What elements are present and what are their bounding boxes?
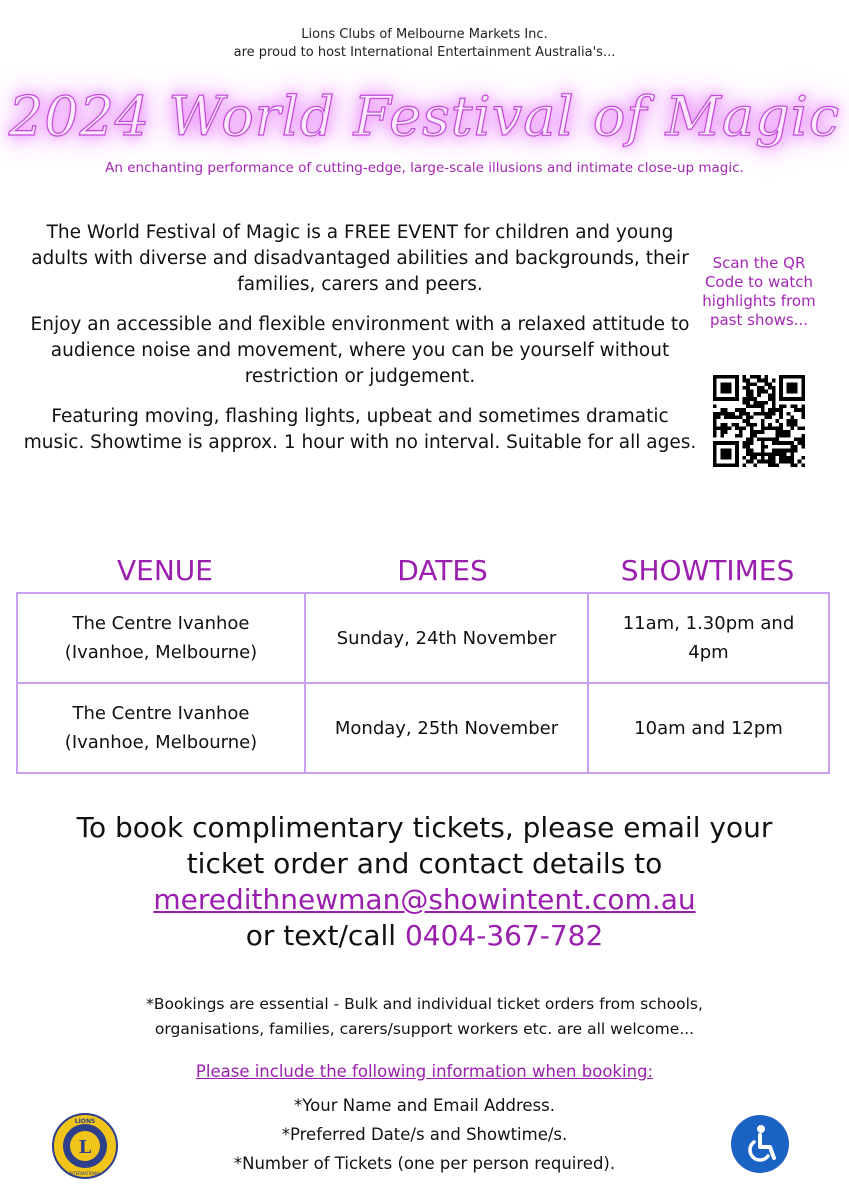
table-row xyxy=(17,683,829,773)
table-row xyxy=(17,593,829,683)
booking-notes xyxy=(0,992,849,1042)
showtimes-cell xyxy=(588,593,829,683)
booking-line-1: To book complimentary tickets, please email your xyxy=(76,811,773,844)
dates-header: DATES xyxy=(397,554,488,587)
host-line-2: are proud to host International Entertainment Australia's... xyxy=(233,45,616,60)
booking-line-2: ticket order and contact details to xyxy=(186,847,663,880)
venue-line-1: The Centre Ivanhoe xyxy=(72,613,250,634)
booking-instructions xyxy=(0,810,849,954)
date-cell: Monday, 25th November xyxy=(305,683,588,773)
requirement-item: *Number of Tickets (one per person required). xyxy=(233,1154,616,1173)
date-cell: Sunday, 24th November xyxy=(305,593,588,683)
intro-paragraph-2: Enjoy an accessible and flexible environment with a relaxed attitude to audience noise and movement, where you can be yourself without restriction or judgement. xyxy=(30,314,690,387)
venue-line-2: (Ivanhoe, Melbourne) xyxy=(64,732,258,753)
venue-cell xyxy=(17,593,305,683)
showtimes-line-1: 11am, 1.30pm and xyxy=(622,613,795,634)
wheelchair-accessibility-icon xyxy=(730,1114,790,1174)
venue-cell xyxy=(17,683,305,773)
venue-line-2: (Ivanhoe, Melbourne) xyxy=(64,642,258,663)
qr-code-icon[interactable] xyxy=(713,375,805,467)
event-title: 2024 World Festival of Magic xyxy=(8,85,841,148)
schedule-headers xyxy=(0,554,849,594)
notes-line-1: *Bookings are essential - Bulk and individual ticket orders from schools, xyxy=(146,995,703,1013)
showtimes-line-2: 4pm xyxy=(688,642,729,663)
requirements-list xyxy=(0,1091,849,1178)
showtimes-header: SHOWTIMES xyxy=(620,554,795,587)
showtimes-cell: 10am and 12pm xyxy=(588,683,829,773)
lions-bottom-text: INTERNATIONAL xyxy=(68,1171,102,1176)
intro-paragraph-3: Featuring moving, flashing lights, upbeat and sometimes dramatic music. Showtime is approx. 1 hour with no interval. Suitable for all ages. xyxy=(23,406,697,453)
lions-letter: L xyxy=(78,1137,92,1158)
include-heading: Please include the following information when booking: xyxy=(195,1062,654,1081)
call-line xyxy=(0,918,849,954)
intro-paragraph-1: The World Festival of Magic is a FREE EVENT for children and young adults with diverse and disadvantaged abilities and backgrounds, their families, carers and peers. xyxy=(31,222,689,295)
intro-section xyxy=(20,220,700,470)
lions-top-text: LIONS xyxy=(74,1118,96,1125)
notes-line-2: organisations, families, carers/support workers etc. are all welcome... xyxy=(154,1020,695,1038)
email-link[interactable]: meredithnewman@showintent.com.au xyxy=(153,883,696,916)
phone-number[interactable]: 0404-367-782 xyxy=(404,919,604,952)
host-statement xyxy=(0,26,849,62)
requirement-item: *Your Name and Email Address. xyxy=(294,1096,555,1115)
requirement-item: *Preferred Date/s and Showtime/s. xyxy=(281,1125,568,1144)
lions-international-logo-icon xyxy=(52,1113,118,1179)
call-prefix: or text/call xyxy=(245,919,397,952)
venue-line-1: The Centre Ivanhoe xyxy=(72,703,250,724)
schedule-table xyxy=(16,592,830,774)
venue-header: VENUE xyxy=(117,554,213,587)
qr-caption: Scan the QR Code to watch highlights from past shows... xyxy=(702,254,816,329)
host-line-1: Lions Clubs of Melbourne Markets Inc. xyxy=(301,27,548,42)
event-subtitle: An enchanting performance of cutting-edge, large-scale illusions and intimate close-up magic. xyxy=(105,160,744,176)
